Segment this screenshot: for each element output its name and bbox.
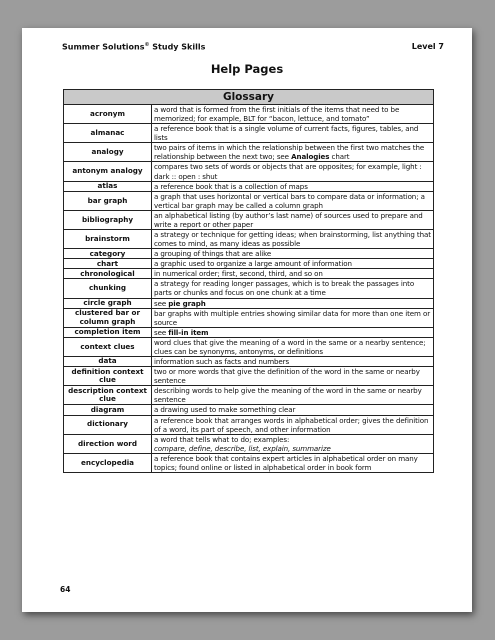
table-row [64,434,434,453]
table-row [64,298,434,308]
glossary-definition: a word that is formed from the first initials of the items that need to be memorized; for example, BLT for “bacon, lettuce, and tomato” [152,105,434,124]
table-row [64,162,434,181]
glossary-term: bar graph [64,191,152,210]
table-row [64,357,434,367]
table-row [64,249,434,259]
glossary-term: dictionary [64,415,152,434]
table-row [64,337,434,356]
glossary-definition: two or more words that give the definition of the word in the same or nearby sentence [152,367,434,386]
glossary-term: description context clue [64,386,152,405]
table-row [64,210,434,229]
glossary-definition: a reference book that arranges words in alphabetical order; gives the definition of a word, its part of speech, and other information [152,415,434,434]
table-row [64,181,434,191]
glossary-definition: a graphic used to organize a large amount of information [152,259,434,269]
table-row [64,415,434,434]
table-row [64,259,434,269]
glossary-term: chronological [64,269,152,279]
glossary-term: almanac [64,124,152,143]
glossary-definition: compares two sets of words or objects that are opposites; for example, light : dark :: open : shut [152,162,434,181]
glossary-term: chunking [64,279,152,298]
glossary-table [63,89,434,473]
glossary-definition: a graph that uses horizontal or vertical bars to compare data or information; a vertical bar graph may be called a column graph [152,191,434,210]
header-book-title: Summer Solutions© Study Skills [62,42,206,52]
document-page [22,28,472,612]
glossary-definition: see fill-in item [152,327,434,337]
glossary-term: brainstorm [64,230,152,249]
glossary-term: data [64,357,152,367]
glossary-term: category [64,249,152,259]
glossary-definition: describing words to help give the meaning of the word in the same or nearby sentence [152,386,434,405]
glossary-definition: a reference book that is a single volume of current facts, figures, tables, and lists [152,124,434,143]
header-level: Level 7 [411,42,444,51]
glossary-definition: information such as facts and numbers [152,357,434,367]
glossary-term: context clues [64,337,152,356]
glossary-term: diagram [64,405,152,415]
table-row [64,279,434,298]
glossary-definition: bar graphs with multiple entries showing similar data for more than one item or source [152,308,434,327]
glossary-term: chart [64,259,152,269]
glossary-definition: two pairs of items in which the relationship between the first two matches the relationship between the next two; see Analogies chart [152,143,434,162]
glossary-definition: a strategy for reading longer passages, which is to break the passages into parts or chunks and focus on one chunk at a time [152,279,434,298]
page-number: 64 [60,585,71,594]
glossary-definition: a grouping of things that are alike [152,249,434,259]
table-row [64,386,434,405]
glossary-term: completion item [64,327,152,337]
table-row [64,453,434,472]
table-row [64,191,434,210]
table-row [64,124,434,143]
glossary-definition: a reference book that contains expert articles in alphabetical order on many topics; found online or listed in alphabetical order in book form [152,453,434,472]
glossary-term: definition context clue [64,367,152,386]
table-row [64,308,434,327]
glossary-definition: see pie graph [152,298,434,308]
table-row [64,143,434,162]
table-row [64,405,434,415]
glossary-heading: Glossary [64,90,434,105]
glossary-definition: in numerical order; first, second, third, and so on [152,269,434,279]
page-title: Help Pages [210,62,284,76]
table-row [64,105,434,124]
glossary-definition: a drawing used to make something clear [152,405,434,415]
glossary-term: bibliography [64,210,152,229]
glossary-term: direction word [64,434,152,453]
glossary-term: acronym [64,105,152,124]
glossary-definition: a strategy or technique for getting ideas; when brainstorming, list anything that comes to mind, as many ideas as possible [152,230,434,249]
glossary-term: clustered bar or column graph [64,308,152,327]
glossary-term: antonym analogy [64,162,152,181]
glossary-term: circle graph [64,298,152,308]
glossary-definition: an alphabetical listing (by author’s last name) of sources used to prepare and write a report or other paper [152,210,434,229]
glossary-term: atlas [64,181,152,191]
glossary-definition: word clues that give the meaning of a word in the same or a nearby sentence; clues can be synonyms, antonyms, or definitions [152,337,434,356]
glossary-definition: a reference book that is a collection of maps [152,181,434,191]
glossary-definition: a word that tells what to do; examples: compare, define, describe, list, explain, summarize [152,434,434,453]
glossary-term: encyclopedia [64,453,152,472]
glossary-term: analogy [64,143,152,162]
table-row [64,367,434,386]
table-row [64,269,434,279]
table-row [64,327,434,337]
table-row [64,230,434,249]
glossary-body [64,105,434,473]
